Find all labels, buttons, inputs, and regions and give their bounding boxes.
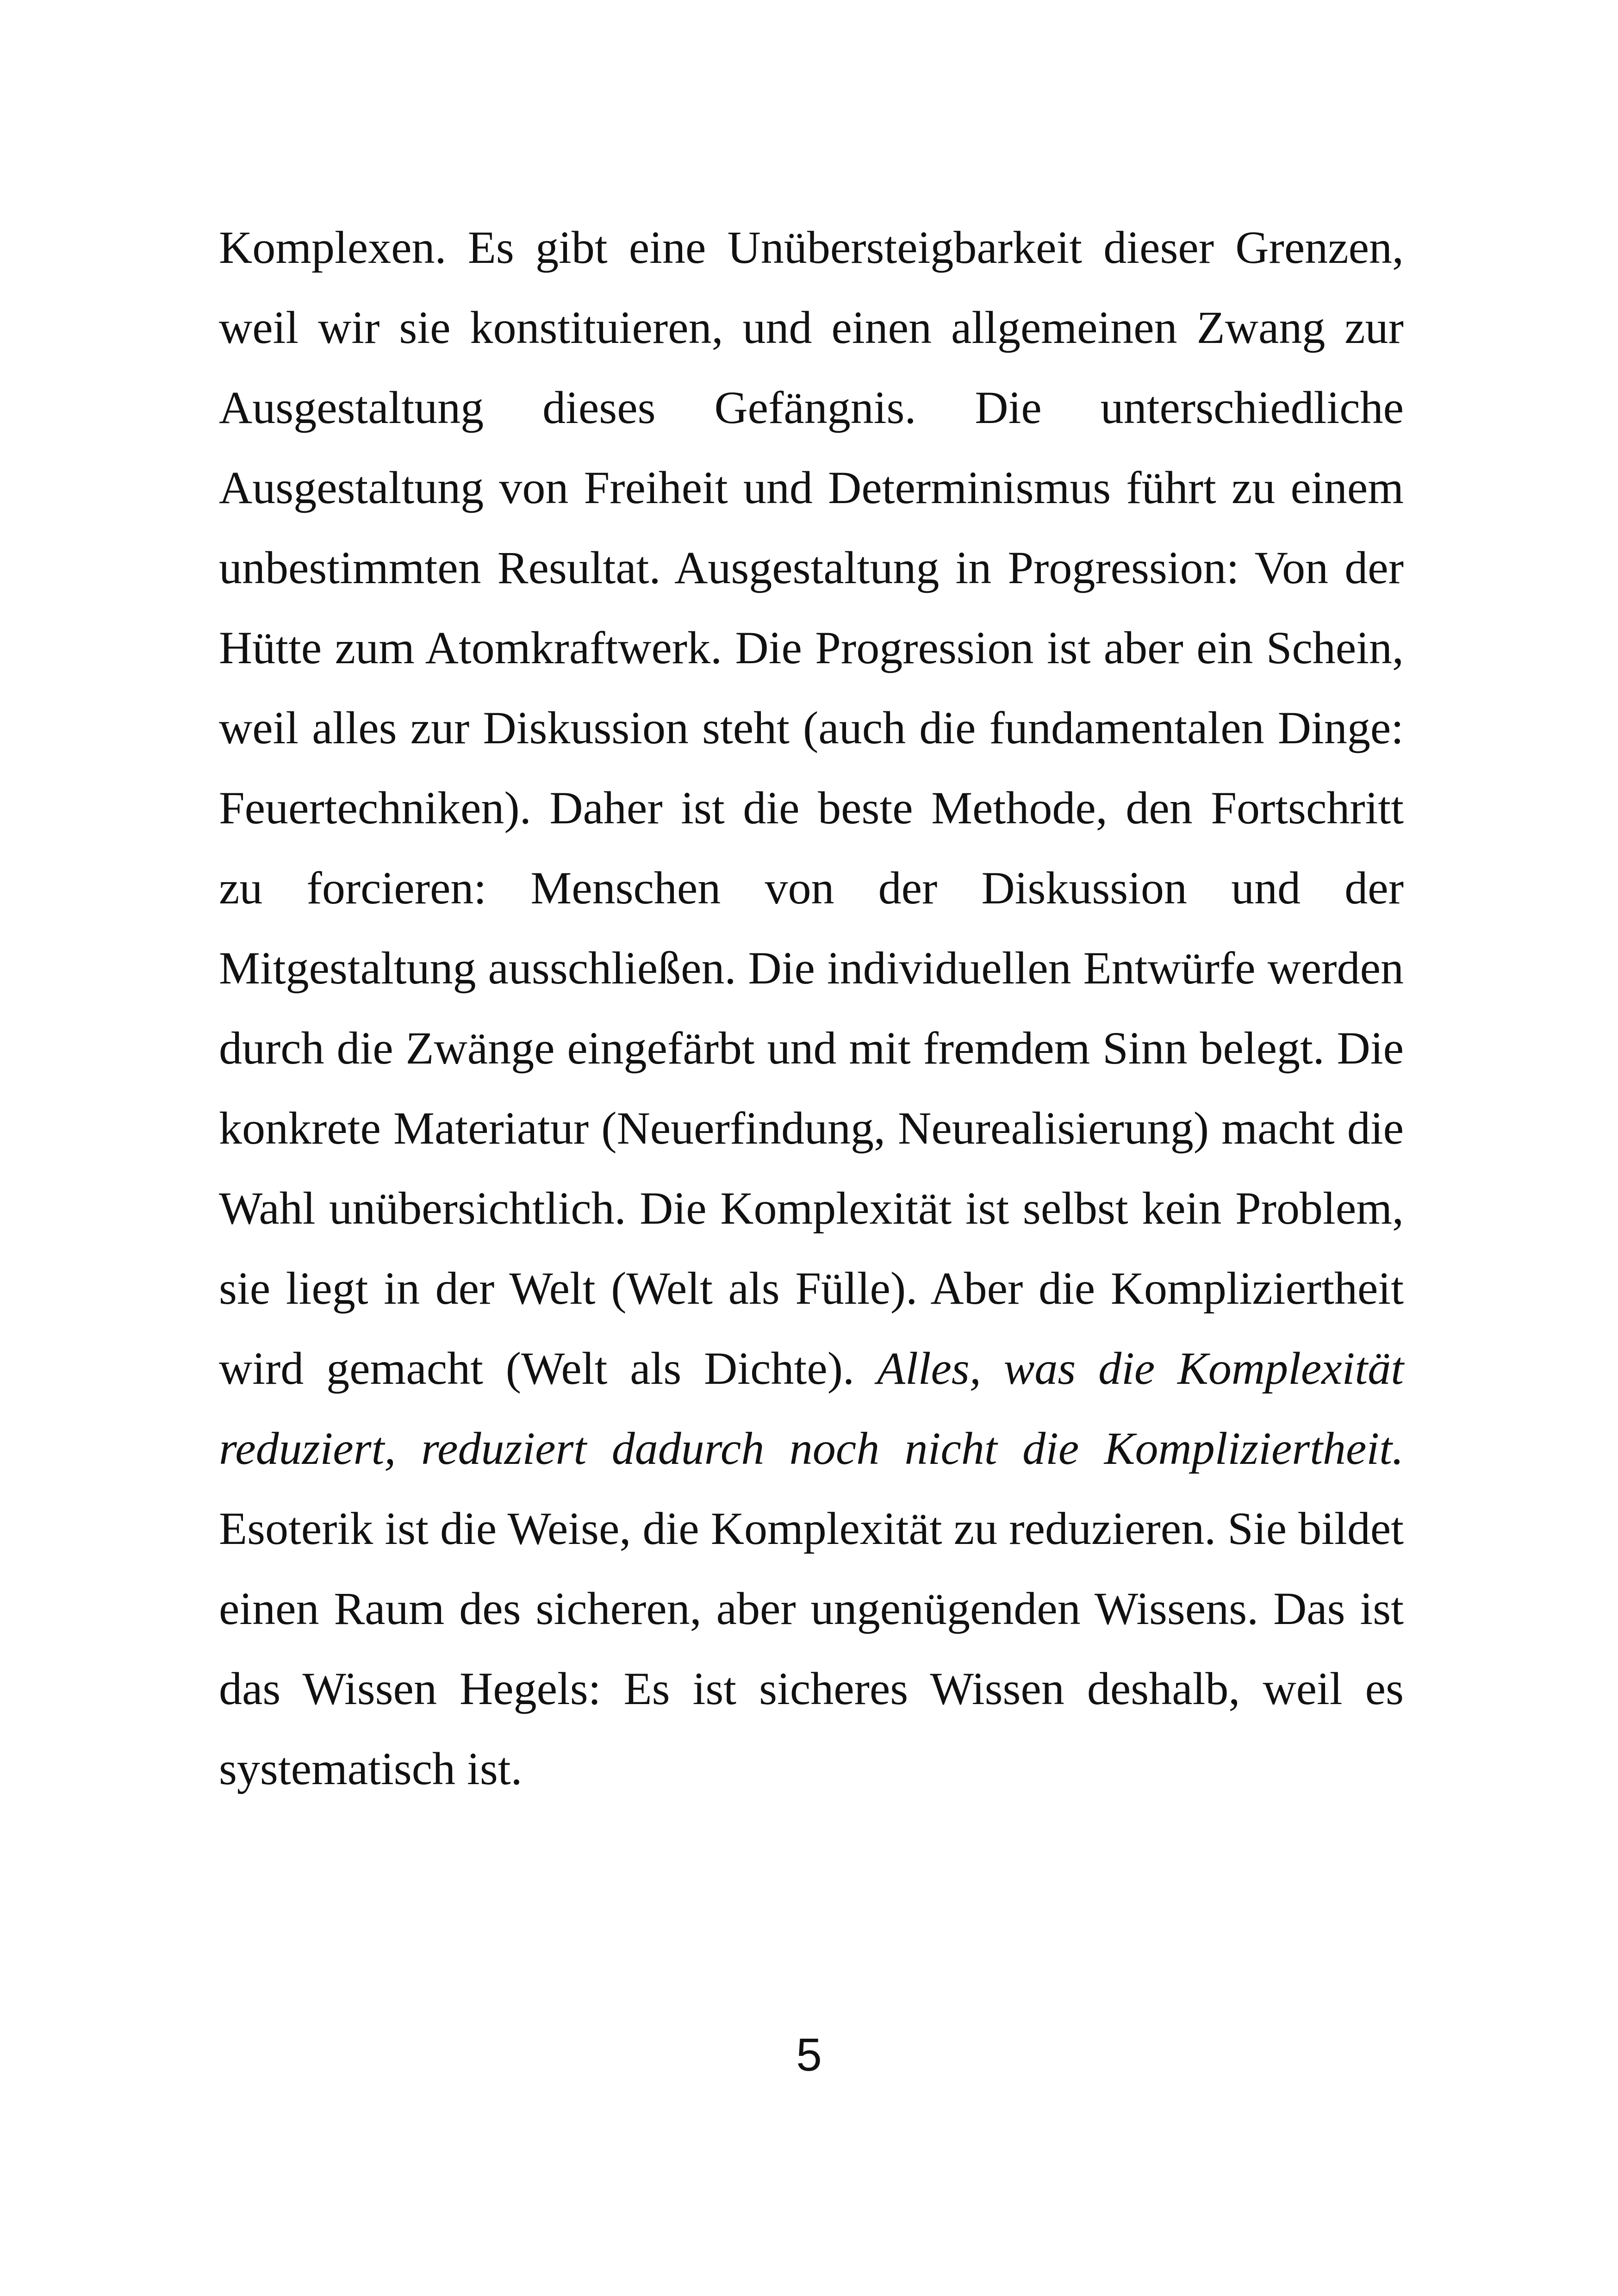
body-paragraph (219, 207, 1404, 1809)
italic-sentence: Alles, was die Komplexität reduziert, reduziert dadurch noch nicht die Kompliziertheit. (219, 1343, 1404, 1474)
page-number: 5 (796, 2029, 822, 2081)
paragraph-text-start: Komplexen. Es gibt eine Unübersteigbarkeit dieser Grenzen, weil wir sie konstituieren, und einen allgemeinen Zwang zur Ausgestaltung dieses Gefängnis. Die unterschiedliche Ausgestaltung von Freiheit und Determinismus führt zu einem unbestimmten Resultat. Ausgestaltung in Progression: Von der Hütte zum Atomkraftwerk. Die Progression ist aber ein Schein, weil alles zur Diskussion steht (auch die fundamentalen Dinge: Feuertechniken). Daher ist die beste Methode, den Fortschritt zu forcieren: Menschen von der Diskussion und der Mitgestaltung ausschließen. Die individuellen Entwürfe werden durch die Zwänge eingefärbt und mit fremdem Sinn belegt. Die konkrete Materiatur (Neuerfindung, Neurealisierung) macht die Wahl unübersichtlich. Die Komplexität ist selbst kein Problem, sie liegt in der Welt (Welt als Fülle). Aber die Kompliziertheit wird gemacht (Welt als Dichte). (219, 222, 1404, 1394)
paragraph-text-end: Esoterik ist die Weise, die Komplexität zu reduzieren. Sie bildet einen Raum des sicheren, aber ungenügenden Wissens. Das ist das Wissen Hegels: Es ist sicheres Wissen deshalb, weil es systematisch ist. (219, 1503, 1404, 1794)
